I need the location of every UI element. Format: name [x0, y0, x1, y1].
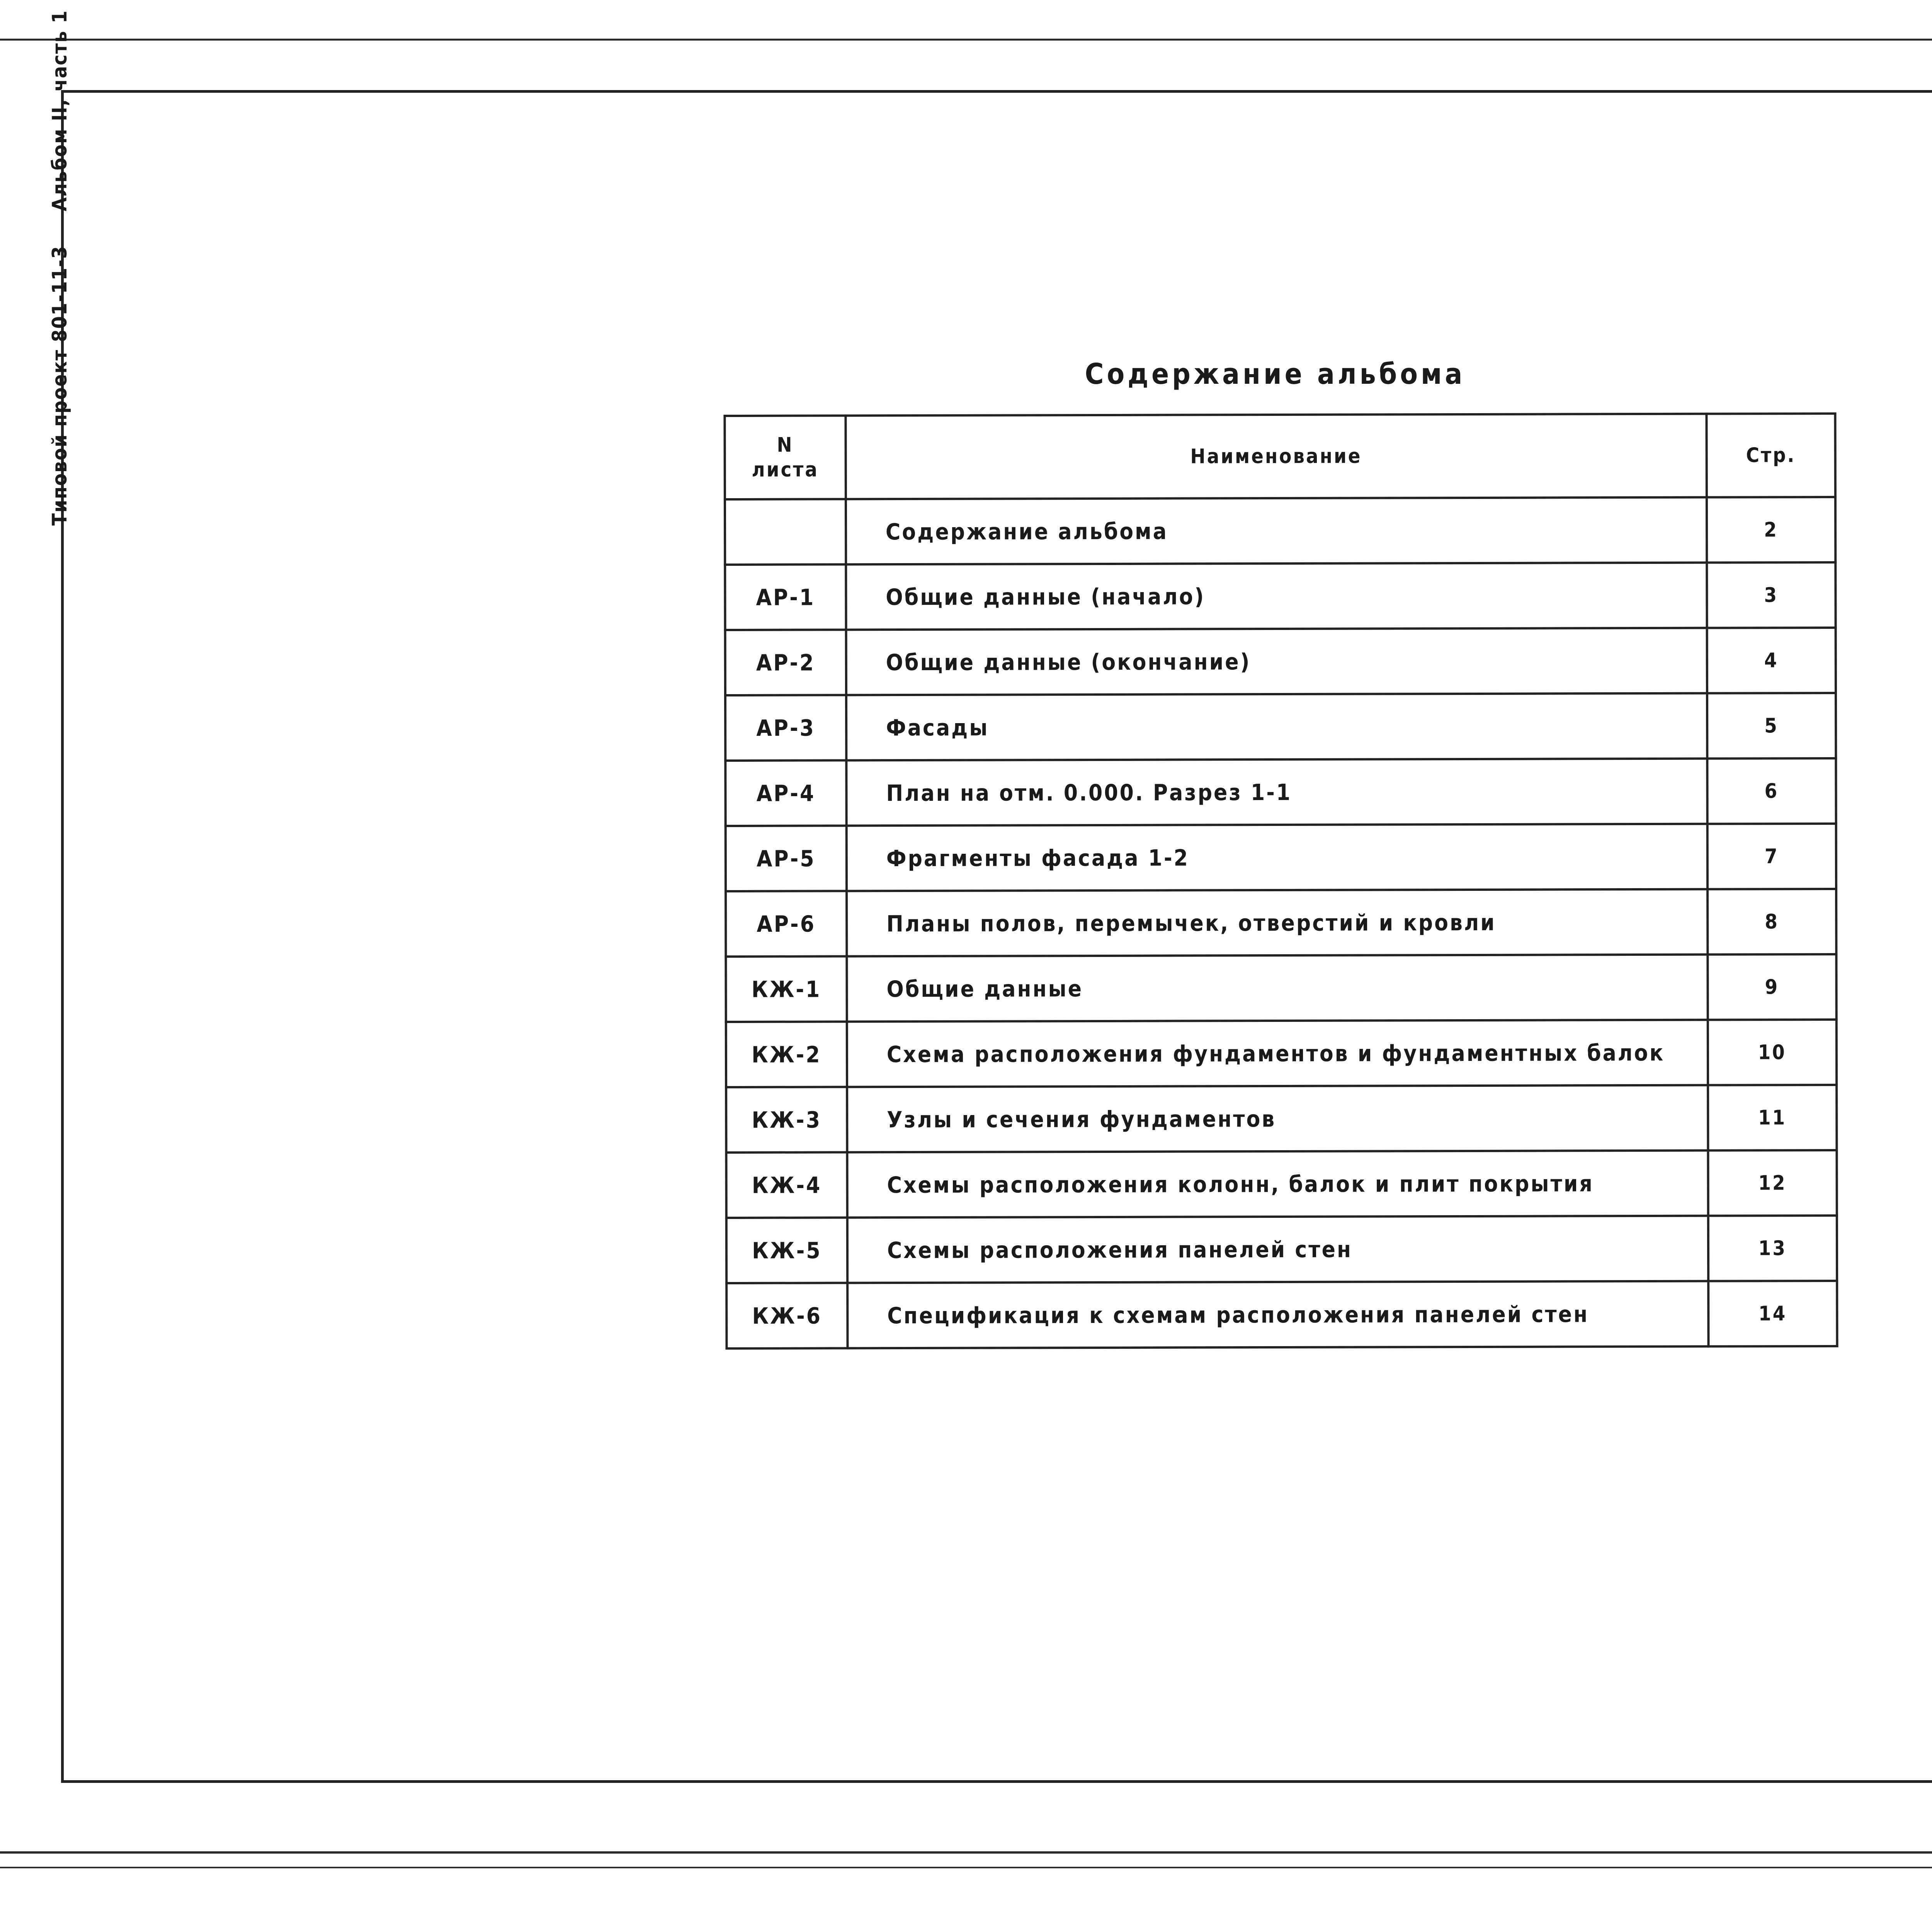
- table-row: [726, 824, 1836, 891]
- side-stamp-album: Альбом II, часть 1: [48, 10, 71, 211]
- row-name: Общие данные (начало): [846, 563, 1707, 630]
- table-row: [726, 889, 1836, 957]
- row-page: 7: [1707, 824, 1836, 889]
- row-page: 14: [1708, 1281, 1837, 1347]
- row-page: 11: [1708, 1085, 1837, 1151]
- row-name: Фасады: [846, 693, 1707, 761]
- row-page: 10: [1708, 1020, 1837, 1085]
- row-sheet-number: КЖ-4: [726, 1152, 847, 1218]
- row-page: 6: [1707, 758, 1836, 824]
- row-sheet-number: АР-6: [726, 891, 847, 957]
- row-page: 8: [1708, 889, 1837, 955]
- table-row: [726, 954, 1836, 1022]
- row-sheet-number: АР-4: [725, 760, 846, 826]
- table-row: [725, 628, 1836, 695]
- row-page: 3: [1707, 562, 1836, 628]
- row-page: 2: [1707, 497, 1836, 563]
- table-row: [725, 497, 1835, 565]
- row-name: Общие данные (окончание): [846, 628, 1707, 695]
- row-sheet-number: [725, 499, 846, 565]
- row-page: 5: [1707, 693, 1836, 759]
- table-row: [726, 1281, 1837, 1348]
- table-row: [726, 1085, 1837, 1153]
- row-sheet-number: АР-5: [726, 826, 847, 891]
- table-row: [725, 758, 1836, 826]
- table-header-row: [724, 414, 1835, 499]
- row-sheet-number: КЖ-6: [726, 1283, 847, 1348]
- side-stamp-project: Типовой проект 801-11-3: [48, 245, 71, 526]
- contents-table: [723, 412, 1838, 1350]
- row-name: Схема расположения фундаментов и фундаментных балок: [847, 1020, 1708, 1087]
- row-sheet-number: КЖ-2: [726, 1021, 847, 1087]
- bottom-trim-line-2: [0, 1867, 1932, 1868]
- row-sheet-number: КЖ-3: [726, 1087, 847, 1153]
- top-trim-line: [0, 39, 1932, 41]
- row-name: Содержание альбома: [846, 497, 1707, 565]
- header-num-line1: N: [777, 433, 794, 457]
- header-page: Стр.: [1706, 414, 1835, 497]
- row-name: Схемы расположения панелей стен: [847, 1216, 1708, 1283]
- row-name: Планы полов, перемычек, отверстий и кровли: [847, 889, 1708, 957]
- row-page: 13: [1708, 1216, 1837, 1281]
- row-sheet-number: КЖ-1: [726, 956, 847, 1022]
- row-page: 4: [1707, 628, 1836, 693]
- table-row: [726, 1216, 1837, 1283]
- row-sheet-number: АР-2: [725, 630, 846, 695]
- table-row: [726, 1020, 1837, 1087]
- bottom-trim-line: [0, 1851, 1932, 1854]
- header-name: Наименование: [845, 414, 1706, 499]
- row-sheet-number: КЖ-5: [726, 1217, 847, 1283]
- table-row: [725, 693, 1836, 761]
- table-row: [726, 1150, 1837, 1218]
- row-name: Спецификация к схемам расположения панелей стен: [847, 1281, 1708, 1348]
- row-sheet-number: АР-1: [725, 564, 846, 630]
- document-title: Содержание альбома: [1085, 358, 1466, 391]
- row-sheet-number: АР-3: [725, 695, 846, 761]
- header-num-line2: листа: [752, 458, 819, 482]
- row-name: Фрагменты фасада 1-2: [847, 824, 1708, 891]
- row-name: Узлы и сечения фундаментов: [847, 1085, 1708, 1153]
- side-stamp: [48, 0, 71, 526]
- row-name: Общие данные: [847, 955, 1708, 1022]
- row-page: 12: [1708, 1150, 1837, 1216]
- header-sheet-number: [724, 415, 845, 499]
- row-page: 9: [1708, 954, 1837, 1020]
- table-row: [725, 562, 1835, 630]
- row-name: Схемы расположения колонн, балок и плит покрытия: [847, 1151, 1708, 1218]
- row-name: План на отм. 0.000. Разрез 1-1: [846, 759, 1707, 826]
